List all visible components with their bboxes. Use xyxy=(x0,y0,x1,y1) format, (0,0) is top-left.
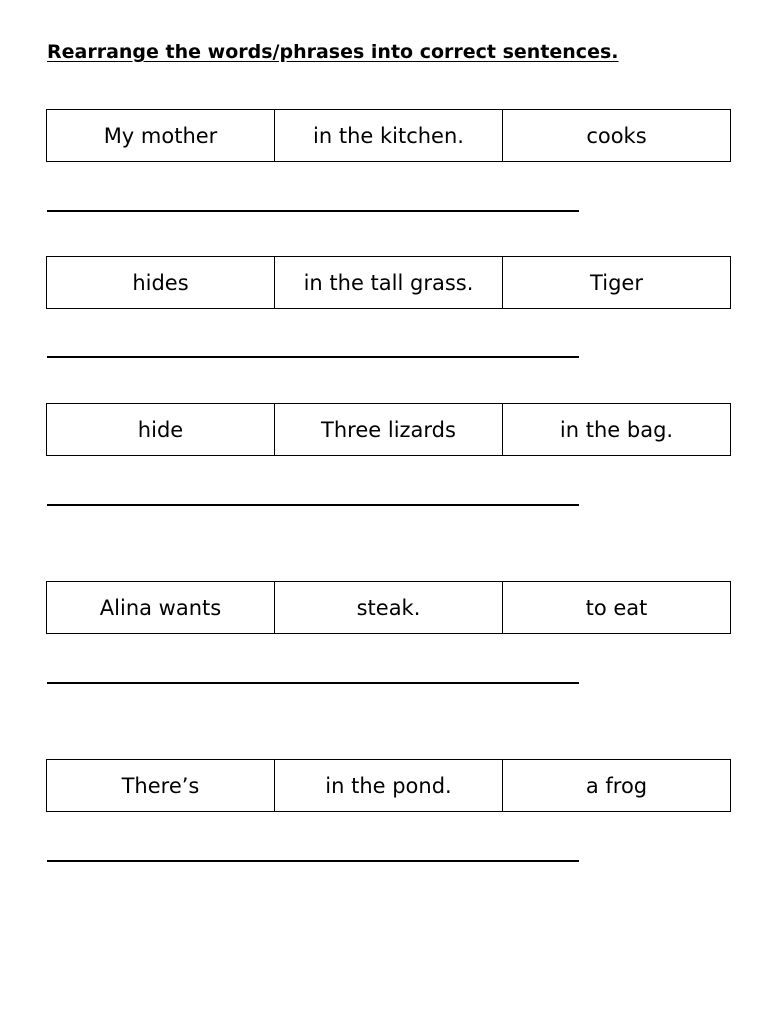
word-box: in the kitchen. xyxy=(275,110,503,162)
word-box: hide xyxy=(47,404,275,456)
answer-line-2[interactable] xyxy=(47,356,579,358)
word-box: in the tall grass. xyxy=(275,257,503,309)
word-box: in the bag. xyxy=(503,404,731,456)
answer-line-5[interactable] xyxy=(47,860,579,862)
word-box: steak. xyxy=(275,582,503,634)
word-box: hides xyxy=(47,257,275,309)
answer-line-3[interactable] xyxy=(47,504,579,506)
answer-line-1[interactable] xyxy=(47,210,579,212)
word-box: in the pond. xyxy=(275,760,503,812)
word-box: Three lizards xyxy=(275,404,503,456)
word-box: My mother xyxy=(47,110,275,162)
word-box: cooks xyxy=(503,110,731,162)
word-box: There’s xyxy=(47,760,275,812)
word-box-table-5 xyxy=(46,759,731,812)
word-box-row xyxy=(47,582,731,634)
word-box-table-1 xyxy=(46,109,731,162)
word-box: Tiger xyxy=(503,257,731,309)
answer-line-4[interactable] xyxy=(47,682,579,684)
word-box: Alina wants xyxy=(47,582,275,634)
word-box-table-2 xyxy=(46,256,731,309)
word-box-table-4 xyxy=(46,581,731,634)
word-box: a frog xyxy=(503,760,731,812)
word-box-table-3 xyxy=(46,403,731,456)
word-box-row xyxy=(47,257,731,309)
word-box-row xyxy=(47,404,731,456)
word-box: to eat xyxy=(503,582,731,634)
worksheet-title: Rearrange the words/phrases into correct sentences. xyxy=(47,41,619,63)
word-box-row xyxy=(47,760,731,812)
word-box-row xyxy=(47,110,731,162)
